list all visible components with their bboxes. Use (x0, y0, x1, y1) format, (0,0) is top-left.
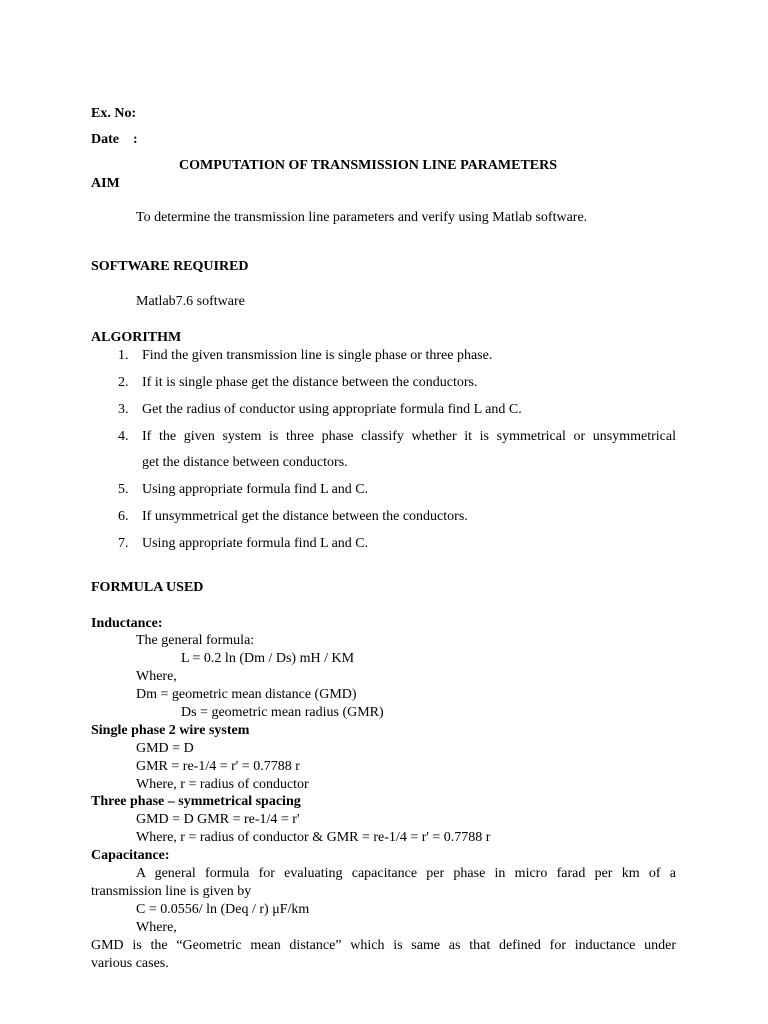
step-text: Find the given transmission line is single phase or three phase. (142, 348, 493, 363)
three-phase-where: Where, r = radius of conductor & GMR = re-1/4 = r' = 0.7788 r (136, 830, 491, 845)
capacitance-text-line: transmission line is given by (91, 884, 252, 899)
step-text: If it is single phase get the distance between the conductors. (142, 375, 478, 390)
inductance-equation: L = 0.2 ln (Dm / Ds) mH / KM (181, 651, 355, 666)
general-formula-label: The general formula: (136, 633, 255, 648)
page-title: COMPUTATION OF TRANSMISSION LINE PARAMETERS (179, 158, 558, 173)
where-label: Where, (136, 920, 177, 935)
step-text-continued: get the distance between conductors. (142, 455, 348, 470)
step-number: 6. (118, 509, 129, 524)
single-phase-where: Where, r = radius of conductor (136, 777, 309, 792)
algorithm-heading: ALGORITHM (91, 330, 182, 345)
aim-text: To determine the transmission line parameters and verify using Matlab software. (136, 210, 588, 225)
capacitance-equation: C = 0.0556/ ln (Deq / r) μF/km (136, 902, 310, 917)
software-text: Matlab7.6 software (136, 294, 245, 309)
step-text: If unsymmetrical get the distance between the conductors. (142, 509, 468, 524)
three-phase-gmd-gmr: GMD = D GMR = re-1/4 = r' (136, 812, 300, 827)
step-number: 1. (118, 348, 129, 363)
dm-definition: Dm = geometric mean distance (GMD) (136, 687, 357, 702)
date-label: Date : (91, 132, 138, 147)
step-number: 4. (118, 429, 129, 444)
gmd-definition-line: various cases. (91, 956, 169, 971)
software-heading: SOFTWARE REQUIRED (91, 259, 249, 274)
ds-definition: Ds = geometric mean radius (GMR) (181, 705, 384, 720)
step-number: 2. (118, 375, 129, 390)
inductance-heading: Inductance: (91, 616, 163, 631)
step-text: Using appropriate formula find L and C. (142, 482, 369, 497)
step-text: Using appropriate formula find L and C. (142, 536, 369, 551)
step-number: 5. (118, 482, 129, 497)
capacitance-heading: Capacitance: (91, 848, 170, 863)
formula-heading: FORMULA USED (91, 580, 204, 595)
aim-heading: AIM (91, 176, 120, 191)
single-phase-heading: Single phase 2 wire system (91, 723, 250, 738)
gmd-definition-line: GMD is the “Geometric mean distance” which is same as that defined for inductance under (91, 938, 676, 953)
ex-no-label: Ex. No: (91, 106, 137, 121)
step-text: Get the radius of conductor using appropriate formula find L and C. (142, 402, 522, 417)
three-phase-heading: Three phase – symmetrical spacing (91, 794, 301, 809)
capacitance-text-line: A general formula for evaluating capacitance per phase in micro farad per km of a (136, 866, 676, 881)
step-text: If the given system is three phase classify whether it is symmetrical or unsymmetrical (142, 429, 676, 444)
step-number: 3. (118, 402, 129, 417)
single-phase-gmd: GMD = D (136, 741, 194, 756)
where-label: Where, (136, 669, 177, 684)
step-number: 7. (118, 536, 129, 551)
single-phase-gmr: GMR = re-1/4 = r' = 0.7788 r (136, 759, 300, 774)
